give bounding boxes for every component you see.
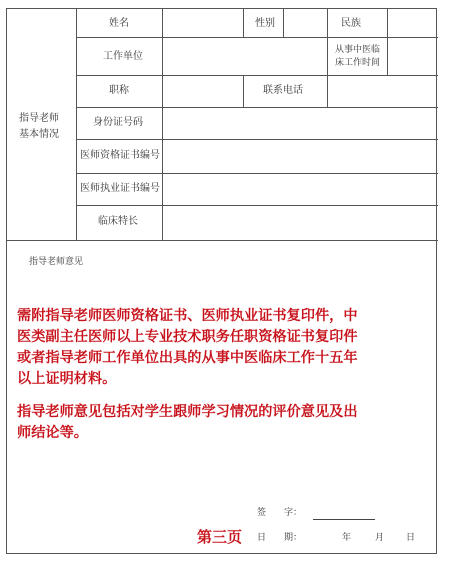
note-line: 指导老师意见包括对学生跟师学习情况的评价意见及出 <box>17 404 358 420</box>
col-divider <box>76 9 77 240</box>
signature-line <box>313 519 375 520</box>
date-year: 年 <box>342 533 352 543</box>
col-divider <box>327 75 328 107</box>
id-number-label: 身份证号码 <box>93 117 143 128</box>
phone-label: 联系电话 <box>263 85 303 96</box>
row-divider <box>77 139 438 140</box>
row-divider <box>77 37 438 38</box>
section-divider <box>7 240 438 241</box>
col-divider <box>327 37 328 75</box>
opinion-note <box>17 402 358 444</box>
col-divider <box>387 9 388 75</box>
col-divider <box>243 9 244 37</box>
row-divider <box>77 205 438 206</box>
tcm-time-line1: 从事中医临 <box>335 45 381 55</box>
note-line: 医类副主任医师以上专业技术职务任职资格证书复印件 <box>17 329 358 345</box>
col-divider <box>283 9 284 37</box>
tcm-time-line2: 床工作时间 <box>335 58 381 68</box>
row-divider <box>77 107 438 108</box>
attachment-note <box>17 306 358 390</box>
date-day: 日 <box>406 533 416 543</box>
note-line: 师结论等。 <box>17 425 88 441</box>
note-line: 以上证明材料。 <box>17 371 117 387</box>
col-divider <box>162 9 163 240</box>
date-label: 日 期： <box>257 533 303 543</box>
page-number: 第三页 <box>197 528 243 546</box>
row-divider <box>77 173 438 174</box>
workplace-label: 工作单位 <box>103 51 143 62</box>
signature-label: 签 字： <box>257 508 303 518</box>
title-label: 职称 <box>109 85 129 96</box>
name-label: 姓名 <box>109 18 129 29</box>
col-divider <box>243 75 244 107</box>
practice-cert-label: 医师执业证书编号 <box>80 183 160 194</box>
ethnicity-label: 民族 <box>341 18 361 29</box>
date-month: 月 <box>375 533 385 543</box>
section-label-line1: 指导老师 <box>19 113 59 124</box>
tcm-time-label <box>335 45 380 69</box>
qualification-cert-label: 医师资格证书编号 <box>80 150 160 161</box>
section-label-line2: 基本情况 <box>19 129 59 140</box>
note-line: 需附指导老师医师资格证书、医师执业证书复印件，中 <box>17 308 358 324</box>
clinical-specialty-label: 临床特长 <box>98 216 138 227</box>
col-divider <box>327 9 328 37</box>
teacher-info-form <box>6 8 437 554</box>
gender-label: 性别 <box>255 18 275 29</box>
opinion-label: 指导老师意见 <box>29 257 84 267</box>
note-line: 或者指导老师工作单位出具的从事中医临床工作十五年 <box>17 350 358 366</box>
row-divider <box>77 75 438 76</box>
section-label <box>19 113 59 141</box>
